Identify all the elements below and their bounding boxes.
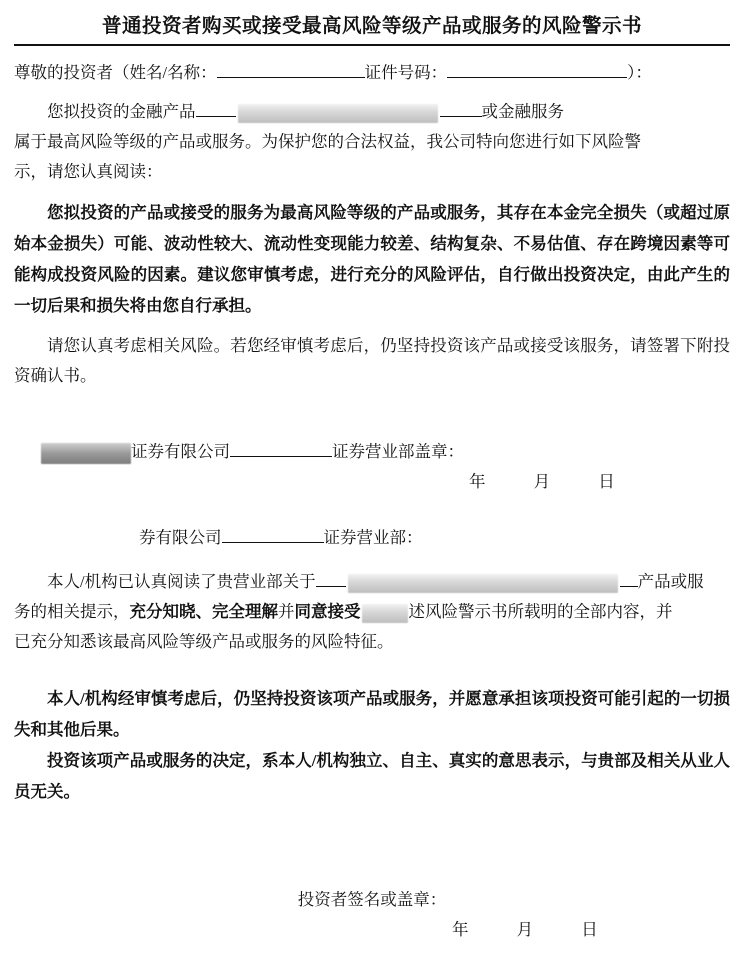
redacted-company-name: [41, 443, 131, 464]
intro-paragraph: [14, 97, 730, 187]
id-number-blank-field[interactable]: [447, 60, 627, 78]
title-underline: [14, 44, 730, 46]
intro-line-1: [14, 97, 730, 127]
salutation-middle: 证件号码：: [364, 63, 448, 82]
confirm-line-1: [14, 567, 730, 597]
seal-date-row: 年 月 日: [469, 472, 637, 491]
redacted-product-name: [238, 104, 438, 123]
salutation-prefix: 尊敬的投资者（姓名/名称：: [14, 63, 217, 82]
spacer-1: [14, 391, 730, 437]
spacer-2: [14, 497, 730, 523]
consider-paragraph-block: [14, 331, 730, 391]
branch-seal-label: 证券营业部盖章：: [332, 442, 464, 461]
intro-line-2: [14, 127, 730, 157]
intro-text-3: 示，请您认真阅读：: [14, 162, 163, 181]
confirm-bold-1: 充分知晓、完全理解: [129, 602, 278, 621]
intro-after-blank: 或金融服务: [481, 102, 564, 121]
seal-company-suffix: 证券有限公司: [131, 442, 230, 461]
confirm-line-2: [14, 597, 730, 627]
salutation-row: [14, 59, 730, 87]
seal-company-row: [14, 437, 730, 467]
product-blank-2[interactable]: [440, 99, 482, 117]
confirm-blank-1[interactable]: [316, 569, 346, 587]
confirm-blank-2[interactable]: [620, 569, 638, 587]
consider-paragraph: 请您认真考虑相关风险。若您经审慎考虑后，仍坚持投资该产品或接受该服务，请签署下附投资确认书。: [14, 336, 730, 385]
spacer-3: [14, 553, 730, 567]
confirm-mid: 并: [278, 602, 295, 621]
intro-prefix: 您拟投资的金融产品: [47, 102, 196, 121]
confirm-line2-prefix: 务的相关提示，: [14, 602, 130, 621]
warning-paragraph-block: [14, 197, 730, 321]
confirm-line3-text: 述风险警示书所载明的全部内容，并: [408, 602, 673, 621]
redacted-product-name-2: [348, 574, 618, 593]
confirm-branch-blank[interactable]: [222, 525, 324, 543]
confirm-body-prefix: 本人/机构已认真阅读了贵营业部关于: [47, 572, 316, 591]
salutation-suffix: ）：: [627, 63, 652, 82]
declaration-paragraph-2: 投资该项产品或服务的决定，系本人/机构独立、自主、真实的意思表示，与贵部及相关从业人员无关。: [14, 751, 730, 801]
confirm-company-row: [14, 523, 730, 553]
title-wrap: [14, 0, 730, 44]
intro-line-3: [14, 157, 730, 187]
product-blank-1[interactable]: [196, 99, 236, 117]
warning-paragraph: 您拟投资的产品或接受的服务为最高风险等级的产品或服务，其存在本金完全损失（或超过原始本金损失）可能、波动性较大、流动性变现能力较差、结构复杂、不易估值、存在跨境因素等可能构成投资风险的因素。建议您审慎考虑，进行充分的风险评估，自行做出投资决定，由此产生的一切后果和损失将由您自行承担。: [14, 203, 730, 315]
page-title: 普通投资者购买或接受最高风险等级产品或服务的风险警示书: [101, 16, 642, 37]
declaration-paragraph-1: 本人/机构经审慎考虑后，仍坚持投资该项产品或服务，并愿意承担该项投资可能引起的一切损失和其他后果。: [14, 689, 730, 739]
signature-label-row: 投资者签名或盖章：: [297, 890, 447, 909]
declaration-block: [14, 683, 730, 807]
confirm-bold-2: 同意接受: [294, 602, 361, 621]
redacted-inline-1: [362, 604, 408, 623]
confirm-line-3: [14, 627, 730, 657]
branch-blank-field[interactable]: [230, 439, 332, 457]
confirm-line1-tail-visible: 产品或服: [637, 572, 704, 591]
name-blank-field[interactable]: [217, 60, 365, 78]
intro-text-2: 属于最高风险等级的产品或服务。为保护您的合法权益，我公司特向您进行如下风险警: [14, 132, 641, 151]
spacer-4: [14, 657, 730, 683]
confirm-branch-label: 证券营业部：: [323, 528, 423, 547]
signature-date-row: 年 月 日: [452, 920, 620, 939]
spacer-5: [14, 807, 730, 881]
confirm-body: [14, 567, 730, 657]
confirm-company-line: 券有限公司: [139, 528, 222, 547]
confirm-line4-text: 已充分知悉该最高风险等级产品或服务的风险特征。: [14, 632, 394, 651]
